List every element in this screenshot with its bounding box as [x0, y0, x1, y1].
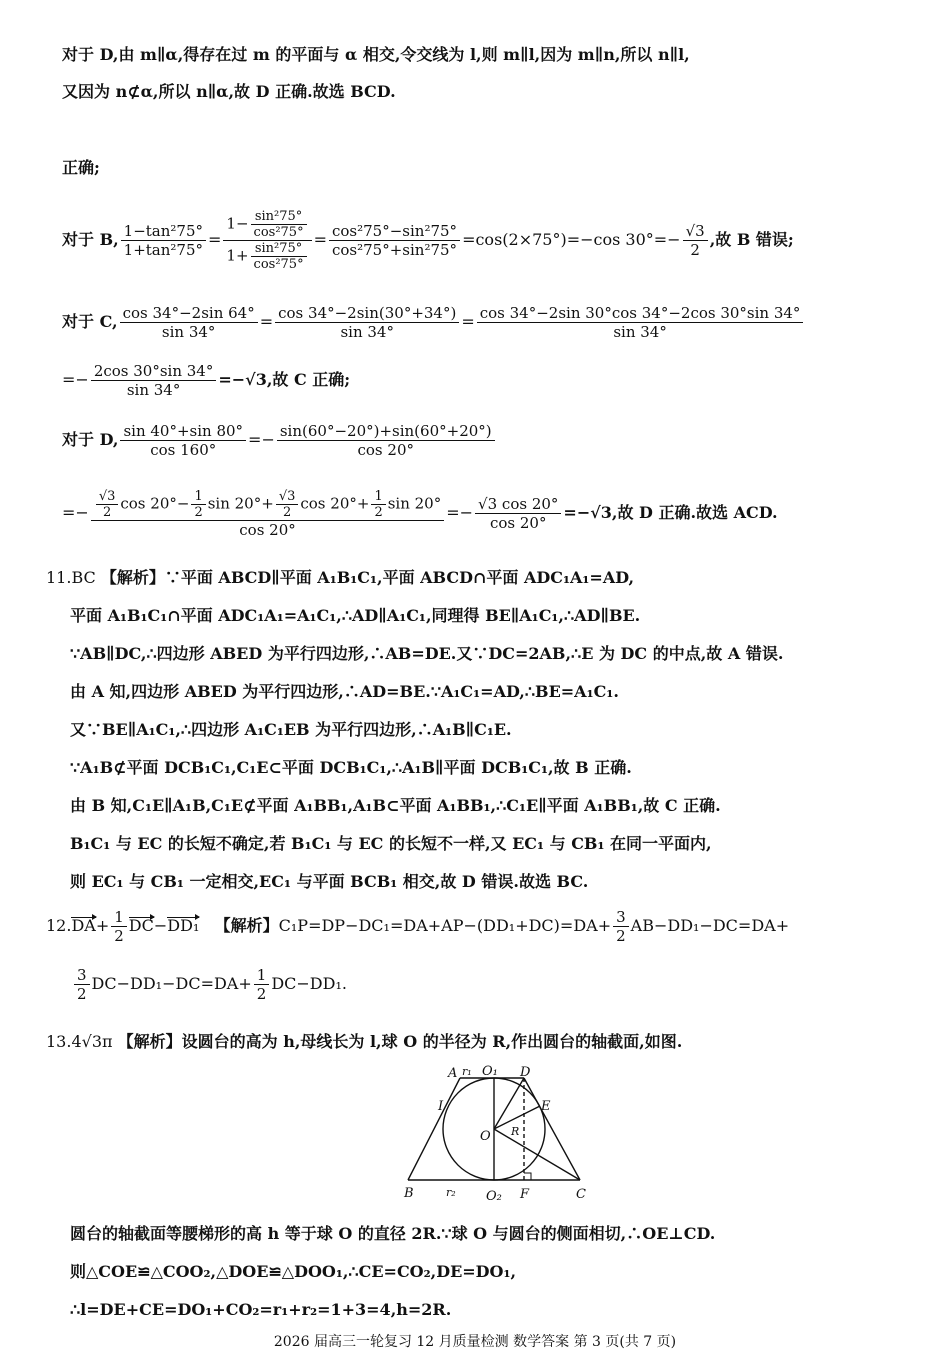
geometry-diagram: [398, 1062, 598, 1208]
formula-12b: $\frac{3}{2}$ DC−DD₁−DC=DA+ $\frac{1}{2}$ DC−DD₁.: [72, 962, 347, 1006]
text-line: 正确;: [62, 158, 100, 177]
label-O2: O₂: [486, 1189, 502, 1204]
frustum-axial-section-figure: [398, 1062, 598, 1208]
label: 对于 B,: [62, 230, 119, 249]
right-angle-mark: [524, 1173, 531, 1180]
text-line: ∵A₁B⊄平面 DCB₁C₁,C₁E⊂平面 DCB₁C₁,∴A₁B∥平面 DCB₁C₁,故 B 正确.: [70, 758, 632, 777]
text-line: 由 B 知,C₁E∥A₁B,C₁E⊄平面 A₁BB₁,A₁B⊂平面 A₁BB₁,∴C₁E∥平面 A₁BB₁,故 C 正确.: [70, 796, 721, 815]
label-F: F: [520, 1187, 530, 1202]
fraction: $\frac{√3}{2}$: [683, 222, 708, 259]
segment-OC: [494, 1129, 580, 1180]
text-line: 对于 D,由 m∥α,得存在过 m 的平面与 α 相交,令交线为 l,则 m∥l,因为 m∥n,所以 n∥l,: [62, 45, 690, 64]
text-line: 平面 A₁B₁C₁∩平面 ADC₁A₁=A₁C₁,∴AD∥A₁C₁,同理得 BE∥A₁C₁,∴AD∥BE.: [70, 606, 641, 625]
text-line: 13.4√3π 【解析】设圆台的高为 h,母线长为 l,球 O 的半径为 R,作出圆台的轴截面,如图.: [46, 1032, 683, 1051]
text-line: 则 EC₁ 与 CB₁ 一定相交,EC₁ 与平面 BCB₁ 相交,故 D 错误.故选 BC.: [70, 872, 589, 891]
label-O1: O₁: [482, 1064, 498, 1079]
fraction: $\frac{\text{cos²75°−sin²75°}}{\text{cos²75°+sin²75°}}$: [329, 222, 460, 259]
label-R: R: [511, 1125, 520, 1138]
text-line: ∴l=DE+CE=DO₁+CO₂=r₁+r₂=1+3=4,h=2R.: [70, 1300, 452, 1319]
text-line: 圆台的轴截面等腰梯形的高 h 等于球 O 的直径 2R.∵球 O 与圆台的侧面相切,∴OE⊥CD.: [70, 1224, 716, 1243]
edge-AB: [408, 1078, 460, 1180]
text-line: 由 A 知,四边形 ABED 为平行四边形,∴AD=BE.∵A₁C₁=AD,∴BE=A₁C₁.: [70, 682, 619, 701]
label-r2: r₂: [446, 1186, 456, 1199]
text-line: ∵AB∥DC,∴四边形 ABED 为平行四边形,∴AB=DE.又∵DC=2AB,∴E 为 DC 的中点,故 A 错误.: [70, 644, 784, 663]
compound-fraction: 1− $\frac{\text{sin²75°}}{\text{cos²75°}}$ 1+ $\frac{\text{sin²75°}}{\text{cos²75°}}$: [223, 209, 311, 272]
text-line: 又∵BE∥A₁C₁,∴四边形 A₁C₁EB 为平行四边形,∴A₁B∥C₁E.: [70, 720, 512, 739]
text-line: B₁C₁ 与 EC 的长短不确定,若 B₁C₁ 与 EC 的长短不一样,又 EC₁ 与 CB₁ 在同一平面内,: [70, 834, 712, 853]
text-line: 则△COE≌△COO₂,△DOE≌△DOO₁,∴CE=CO₂,DE=DO₁,: [70, 1262, 517, 1281]
formula-b: 对于 B, $\frac{\text{1−tan²75°}}{\text{1+tan²75°}}$ = 1− $\frac{\text{sin²75°}}{\text{cos²75°}}$ 1+ $\frac{\text{sin²75°}}{\text{cos²75°}}$ = $\frac{\text{cos²75°−sin²75°}}{\text{cos²75°+sin²75°}}$ =cos(2×75°)=−cos 30°=− $\frac{√3}{2}$ ,故 B 错误;: [62, 209, 794, 272]
formula-c2: =− $\frac{2\cos 30^\circ\sin 34^\circ}{\sin 34^\circ}$ =−√3,故 C 正确;: [62, 362, 351, 399]
formula-c: 对于 C, $\frac{\cos 34^\circ-2\sin 64^\circ}{\sin 34^\circ}$ = $\frac{\cos 34^\circ-2\sin(30^\circ+34^\circ)}{\sin 34^\circ}$ = $\frac{\cos 34^\circ-2\sin 30^\circ\cos 34^\circ-2\cos 30^\circ\sin 34^\circ}{\sin 34^\circ}$: [62, 300, 805, 344]
label-B: B: [404, 1186, 414, 1201]
edge-DC: [524, 1078, 580, 1180]
label-A: A: [448, 1066, 458, 1081]
label-E: E: [541, 1099, 551, 1114]
label-C: C: [576, 1187, 586, 1202]
label-O: O: [480, 1129, 491, 1144]
formula-d2: =− $\frac{√3}{2}$ cos 20°− $\frac{1}{2}$ sin 20°+ $\frac{√3}{2}$ cos 20°+ $\frac{1}{2}$ sin 20° cos 20° =− $\frac{√3 \cos 20^\circ}{\cos 20^\circ}$ =−√3,故 D 正确.故选 ACD.: [62, 488, 778, 539]
formula-12: 12.DA+ $\frac{1}{2}$ DC−DD₁ 【解析】C₁P=DP−DC₁=DA+AP−(DD₁+DC)=DA+ $\frac{3}{2}$ AB−DD₁−DC=DA+: [46, 908, 790, 945]
formula-d: 对于 D, $\frac{\sin 40^\circ+\sin 80^\circ}{\cos 160^\circ}$ =− $\frac{\sin(60^\circ-20^\circ)+\sin(60^\circ+20^\circ)}{\cos 20^\circ}$: [62, 418, 497, 462]
label-I: I: [438, 1099, 444, 1114]
label-r1: r₁: [462, 1065, 472, 1078]
fraction: $\frac{\text{1−tan²75°}}{\text{1+tan²75°}}$: [121, 222, 206, 259]
text-line: 又因为 n⊄α,所以 n∥α,故 D 正确.故选 BCD.: [62, 82, 396, 101]
text-line: 11.BC 【解析】∵平面 ABCD∥平面 A₁B₁C₁,平面 ABCD∩平面 ADC₁A₁=AD,: [46, 568, 635, 587]
label-D: D: [520, 1065, 531, 1080]
page-footer: 2026 届高三一轮复习 12 月质量检测 数学答案 第 3 页(共 7 页): [273, 1334, 677, 1350]
